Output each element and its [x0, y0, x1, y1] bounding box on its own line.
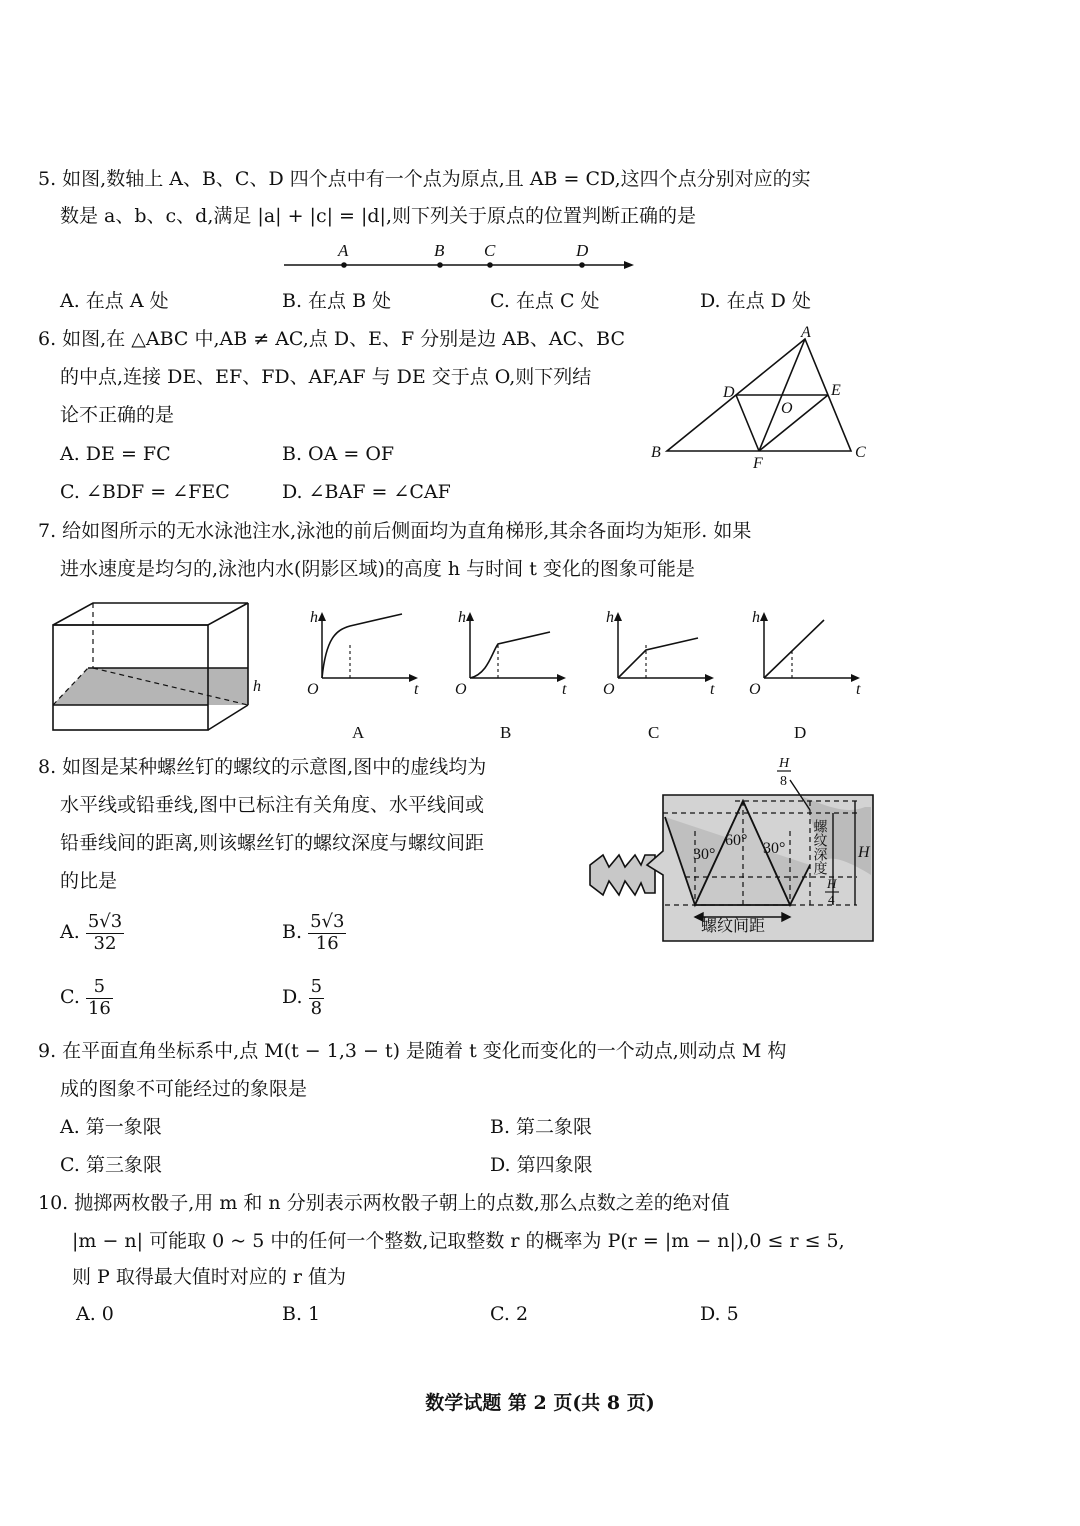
q6-stem-line3: 论不正确的是: [60, 404, 175, 426]
q6-option-d: D. ∠BAF = ∠CAF: [282, 481, 451, 503]
q6-stem-line1: 6. 如图,在 △ABC 中,AB ≠ AC,点 D、E、F 分别是边 AB、AC、BC: [38, 328, 626, 350]
svg-text:8: 8: [780, 774, 787, 789]
q10-stem-line2: |m − n| 可能取 0 ~ 5 中的任何一个整数,记取整数 r 的概率为 P(r = |m − n|),0 ≤ r ≤ 5,: [72, 1230, 845, 1252]
q10-stem-line3: 则 P 取得最大值时对应的 r 值为: [72, 1266, 347, 1288]
axis-label-b: B: [434, 241, 445, 260]
q10-option-b: B. 1: [282, 1303, 321, 1325]
svg-text:F: F: [753, 455, 763, 472]
q5-option-c: C. 在点 C 处: [490, 290, 600, 312]
svg-text:30°: 30°: [763, 840, 786, 857]
svg-text:t: t: [562, 681, 567, 698]
q10-stem-line1: 10. 抛掷两枚骰子,用 m 和 n 分别表示两枚骰子朝上的点数,那么点数之差的绝对值: [38, 1192, 730, 1214]
q9-option-b: B. 第二象限: [490, 1116, 593, 1138]
q5-option-b: B. 在点 B 处: [282, 290, 392, 312]
svg-text:30°: 30°: [693, 846, 716, 863]
q7-graph-label: C: [648, 723, 660, 742]
q9-option-d: D. 第四象限: [490, 1154, 593, 1176]
svg-text:O: O: [749, 681, 761, 698]
svg-text:螺纹间距: 螺纹间距: [701, 918, 766, 935]
svg-text:h: h: [310, 609, 318, 626]
svg-text:h: h: [253, 678, 261, 695]
q8-stem-line3: 铅垂线间的距离,则该螺丝钉的螺纹深度与螺纹间距: [60, 832, 485, 854]
svg-text:h: h: [606, 609, 614, 626]
q10-option-c: C. 2: [490, 1303, 529, 1325]
q7-graph-c: [603, 609, 715, 742]
svg-text:O: O: [603, 681, 615, 698]
svg-text:O: O: [455, 681, 467, 698]
q8-stem-line4: 的比是: [60, 870, 118, 892]
svg-text:O: O: [781, 400, 793, 417]
q8-option-c: C. $\frac{5}{16}$: [60, 976, 111, 1019]
q5-option-a: A. 在点 A 处: [60, 290, 169, 312]
q7-stem-line1: 7. 给如图所示的无水泳池注水,泳池的前后侧面均为直角梯形,其余各面均为矩形. 如果: [38, 520, 752, 542]
q9-stem-line1: 9. 在平面直角坐标系中,点 M(t − 1,3 − t) 是随着 t 变化而变化的一个动点,则动点 M 构: [38, 1040, 787, 1062]
svg-text:B: B: [651, 444, 661, 461]
svg-text:H: H: [858, 844, 870, 861]
q8-thread-figure: [585, 755, 885, 950]
svg-text:h: h: [752, 609, 760, 626]
q6-stem-line2: 的中点,连接 DE、EF、FD、AF,AF 与 DE 交于点 O,则下列结: [60, 366, 592, 388]
q10-option-d: D. 5: [700, 1303, 739, 1325]
q7-graph-label: B: [500, 723, 512, 742]
q7-graph-b: [455, 609, 567, 742]
q5-stem-line2: 数是 a、b、c、d,满足 |a| + |c| = |d|,则下列关于原点的位置判断正确的是: [60, 205, 696, 227]
q10-option-a: A. 0: [76, 1303, 114, 1325]
svg-text:t: t: [856, 681, 861, 698]
q8-option-a: A. $\frac{5√3}{32}$: [60, 911, 123, 954]
svg-text:螺纹深度: 螺纹深度: [811, 819, 827, 875]
q9-stem-line2: 成的图象不可能经过的象限是: [60, 1078, 308, 1100]
q7-graph-a: [307, 609, 419, 742]
q8-option-d: D. $\frac{5}{8}$: [282, 976, 323, 1019]
q7-graphs-svg: [0, 0, 1080, 760]
svg-text:h: h: [458, 609, 466, 626]
q6-option-a: A. DE = FC: [60, 443, 171, 465]
svg-text:4: 4: [828, 892, 835, 907]
q7-graph-label: A: [352, 723, 365, 742]
axis-label-a: A: [338, 241, 349, 260]
q9-option-c: C. 第三象限: [60, 1154, 162, 1176]
q9-option-a: A. 第一象限: [60, 1116, 162, 1138]
svg-text:t: t: [414, 681, 419, 698]
svg-text:A: A: [801, 324, 811, 341]
q8-stem-line2: 水平线或铅垂线,图中已标注有关角度、水平线间或: [60, 794, 485, 816]
page-footer: 数学试题 第 2 页(共 8 页): [425, 1392, 655, 1414]
q6-option-c: C. ∠BDF = ∠FEC: [60, 481, 230, 503]
q7-stem-line2: 进水速度是均匀的,泳池内水(阴影区域)的高度 h 与时间 t 变化的图象可能是: [60, 558, 695, 580]
svg-text:H: H: [827, 876, 837, 891]
svg-text:60°: 60°: [725, 832, 748, 849]
q8-stem-line1: 8. 如图是某种螺丝钉的螺纹的示意图,图中的虚线均为: [38, 756, 487, 778]
svg-text:C: C: [855, 444, 866, 461]
axis-label-c: C: [484, 241, 496, 260]
svg-text:H: H: [779, 756, 790, 771]
svg-text:O: O: [307, 681, 319, 698]
q7-graph-label: D: [794, 723, 807, 742]
svg-text:E: E: [831, 382, 841, 399]
svg-text:t: t: [710, 681, 715, 698]
q8-option-b: B. $\frac{5√3}{16}$: [282, 911, 345, 954]
axis-label-d: D: [576, 241, 589, 260]
q5-stem-line1: 5. 如图,数轴上 A、B、C、D 四个点中有一个点为原点,且 AB = CD,这四个点分别对应的实: [38, 168, 811, 190]
svg-text:D: D: [723, 384, 735, 401]
q6-option-b: B. OA = OF: [282, 443, 395, 465]
q7-graph-d: [749, 609, 861, 742]
q5-option-d: D. 在点 D 处: [700, 290, 811, 312]
